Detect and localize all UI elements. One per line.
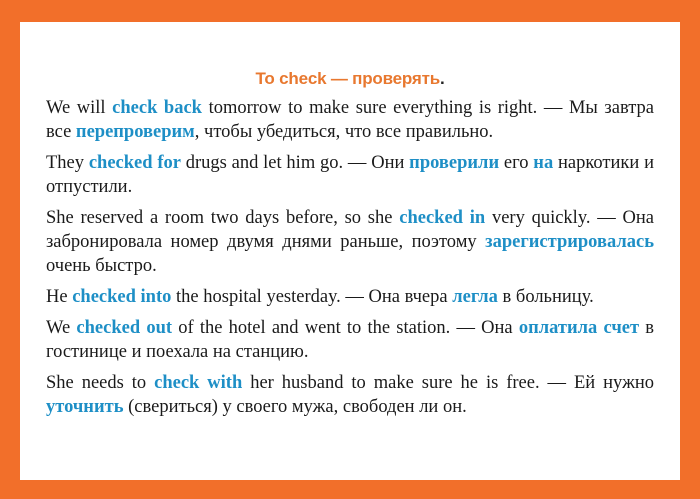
text-segment: drugs and let him go. — Они	[180, 153, 410, 173]
text-segment: We will	[46, 98, 113, 118]
text-segment: She reserved a room two days before, so she	[46, 208, 400, 228]
text-segment: very quickly. — Она забронировала номер двумя днями раньше, поэтому	[46, 208, 655, 252]
highlight-phrase: checked into	[72, 287, 172, 307]
text-segment: (свериться) у своего мужа, свободен ли он.	[123, 397, 467, 417]
page-title	[46, 68, 654, 90]
text-segment: They	[46, 153, 89, 173]
examples-list	[46, 96, 654, 419]
example-paragraph	[46, 316, 654, 364]
example-paragraph	[46, 96, 654, 144]
text-segment: We	[46, 318, 77, 338]
highlight-phrase: легла	[452, 287, 498, 307]
example-paragraph	[46, 206, 654, 278]
highlight-phrase: checked for	[88, 153, 181, 173]
highlight-phrase: check with	[154, 373, 243, 393]
text-segment: очень быстро.	[46, 256, 157, 276]
content-card	[20, 22, 680, 480]
example-paragraph	[46, 371, 654, 419]
highlight-phrase: checked in	[399, 208, 486, 228]
text-segment: the hospital yesterday. — Она вчера	[171, 287, 453, 307]
highlight-phrase: checked out	[76, 318, 173, 338]
highlight-phrase: на	[533, 153, 554, 173]
highlight-phrase: уточнить	[46, 397, 124, 417]
text-segment: его	[499, 153, 534, 173]
text-segment: наркотики и отпустили.	[46, 153, 654, 197]
example-paragraph	[46, 151, 654, 199]
example-paragraph	[46, 285, 654, 309]
text-segment: of the hotel and went to the station. — Она	[172, 318, 519, 338]
highlight-phrase: оплатила счет	[518, 318, 640, 338]
text-segment: в гостинице и поехала на станцию.	[46, 318, 654, 362]
highlight-phrase: перепроверим	[75, 122, 195, 142]
text-segment: , чтобы убедиться, что все правильно.	[194, 122, 494, 142]
title-period: .	[439, 69, 445, 88]
highlight-phrase: зарегистрировалась	[485, 232, 654, 252]
highlight-phrase: проверили	[409, 153, 500, 173]
text-segment: He	[46, 287, 73, 307]
text-segment: her husband to make sure he is free. — Ей нужно	[242, 373, 654, 393]
text-segment: She needs to	[46, 373, 155, 393]
text-segment: в больницу.	[497, 287, 594, 307]
title-text: To check — проверять	[255, 69, 440, 88]
highlight-phrase: check back	[112, 98, 202, 118]
text-segment: tomorrow to make sure everything is right. — Мы завтра все	[46, 98, 654, 142]
